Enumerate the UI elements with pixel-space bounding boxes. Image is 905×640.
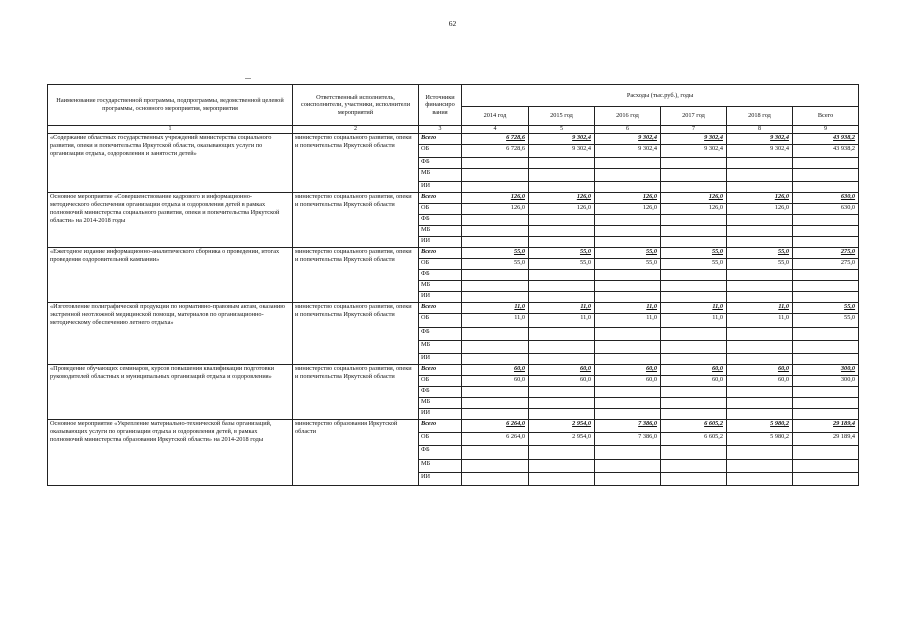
empty-value: [462, 341, 529, 354]
table-row: [48, 303, 859, 314]
column-number: 6: [595, 126, 661, 134]
funding-source: МБ: [419, 226, 462, 237]
empty-value: [727, 460, 793, 473]
table-row: [48, 134, 859, 145]
ob-value: 55,0: [462, 259, 529, 270]
empty-value: [529, 409, 595, 420]
empty-value: [793, 387, 859, 398]
ob-value: 9 302,4: [595, 145, 661, 158]
ob-value: 55,0: [727, 259, 793, 270]
empty-value: [793, 446, 859, 460]
empty-value: [595, 281, 661, 292]
total-value: 630,0: [793, 193, 859, 204]
funding-source: ОБ: [419, 259, 462, 270]
header-expenses: Расходы (тыс.руб.), годы: [462, 85, 859, 107]
empty-value: [595, 398, 661, 409]
total-value: 11,0: [595, 303, 661, 314]
total-value: 275,0: [793, 248, 859, 259]
empty-value: [462, 398, 529, 409]
empty-value: [529, 215, 595, 226]
column-number: 8: [727, 126, 793, 134]
empty-value: [462, 460, 529, 473]
funding-source: ФБ: [419, 215, 462, 226]
total-value: 60,0: [529, 365, 595, 376]
ob-value: 11,0: [727, 314, 793, 328]
total-value: 55,0: [727, 248, 793, 259]
empty-value: [462, 270, 529, 281]
empty-value: [529, 341, 595, 354]
total-value: 11,0: [661, 303, 727, 314]
ob-value: 126,0: [529, 204, 595, 215]
budget-table: [47, 84, 859, 486]
empty-value: [727, 270, 793, 281]
funding-source: ИИ: [419, 292, 462, 303]
total-value: 6 264,0: [462, 420, 529, 433]
empty-value: [529, 182, 595, 193]
page-number: 62: [448, 19, 457, 28]
empty-value: [661, 387, 727, 398]
ob-value: 275,0: [793, 259, 859, 270]
empty-value: [595, 460, 661, 473]
funding-source: МБ: [419, 460, 462, 473]
funding-source: ИИ: [419, 237, 462, 248]
empty-value: [595, 354, 661, 365]
empty-value: [661, 270, 727, 281]
table-row: [48, 365, 859, 376]
ob-value: 5 980,2: [727, 433, 793, 446]
column-number: 1: [48, 126, 293, 134]
empty-value: [595, 292, 661, 303]
empty-value: [793, 409, 859, 420]
empty-value: [661, 328, 727, 341]
ob-value: 9 302,4: [529, 145, 595, 158]
empty-value: [595, 270, 661, 281]
total-value: 126,0: [462, 193, 529, 204]
empty-value: [661, 473, 727, 486]
total-value: 9 302,4: [661, 134, 727, 145]
funding-source: ИИ: [419, 354, 462, 365]
total-value: 29 189,4: [793, 420, 859, 433]
empty-value: [661, 158, 727, 169]
empty-value: [462, 292, 529, 303]
empty-value: [661, 354, 727, 365]
empty-value: [793, 341, 859, 354]
empty-value: [727, 446, 793, 460]
total-value: 126,0: [727, 193, 793, 204]
empty-value: [529, 446, 595, 460]
empty-value: [661, 341, 727, 354]
ob-value: 60,0: [529, 376, 595, 387]
funding-source: ОБ: [419, 204, 462, 215]
empty-value: [462, 182, 529, 193]
funding-source: ФБ: [419, 387, 462, 398]
header-total: Всего: [793, 107, 859, 126]
ob-value: 55,0: [529, 259, 595, 270]
activity-name: «Изготовление полиграфической продукции по нормативно-правовым актам, оказанию экстренной неотложной медицинской помощи, материалов по организационно-методическому обеспечению летнего отдыха»: [48, 303, 293, 365]
header-executor: Ответственный исполнитель, соисполнители, участники, исполнители мероприятий: [293, 85, 419, 126]
empty-value: [727, 341, 793, 354]
total-value: 43 938,2: [793, 134, 859, 145]
table-row: [48, 193, 859, 204]
empty-value: [793, 226, 859, 237]
column-number: 5: [529, 126, 595, 134]
total-value: 60,0: [727, 365, 793, 376]
empty-value: [793, 270, 859, 281]
empty-value: [529, 281, 595, 292]
executor-name: министерство социального развития, опеки и попечительства Иркутской области: [293, 303, 419, 365]
empty-value: [595, 328, 661, 341]
empty-value: [727, 281, 793, 292]
total-value: 2 954,0: [529, 420, 595, 433]
ob-value: 6 728,6: [462, 145, 529, 158]
total-value: 6 728,6: [462, 134, 529, 145]
empty-value: [727, 398, 793, 409]
table-body: [48, 134, 859, 486]
ob-value: 11,0: [529, 314, 595, 328]
empty-value: [595, 387, 661, 398]
empty-value: [727, 409, 793, 420]
empty-value: [462, 446, 529, 460]
empty-value: [727, 354, 793, 365]
empty-value: [595, 237, 661, 248]
ob-value: 126,0: [727, 204, 793, 215]
ob-value: 11,0: [595, 314, 661, 328]
empty-value: [462, 328, 529, 341]
ob-value: 60,0: [595, 376, 661, 387]
total-value: 5 980,2: [727, 420, 793, 433]
column-number: 2: [293, 126, 419, 134]
table-row: [48, 248, 859, 259]
ob-value: 2 954,0: [529, 433, 595, 446]
empty-value: [595, 446, 661, 460]
header-program-name: Наименование государственной программы, подпрограммы, ведомственной целевой программы, основного мероприятия, мероприятия: [48, 85, 293, 126]
empty-value: [595, 158, 661, 169]
empty-value: [462, 473, 529, 486]
funding-source: ФБ: [419, 446, 462, 460]
total-value: 126,0: [661, 193, 727, 204]
empty-value: [793, 237, 859, 248]
funding-source: ФБ: [419, 328, 462, 341]
empty-value: [529, 354, 595, 365]
header-year: 2014 год: [462, 107, 529, 126]
funding-source: ОБ: [419, 433, 462, 446]
funding-source: Всего: [419, 193, 462, 204]
ob-value: 300,0: [793, 376, 859, 387]
ob-value: 6 605,2: [661, 433, 727, 446]
empty-value: [727, 182, 793, 193]
empty-value: [793, 158, 859, 169]
empty-value: [462, 387, 529, 398]
empty-value: [727, 387, 793, 398]
executor-name: министерство социального развития, опеки и попечительства Иркутской области: [293, 365, 419, 420]
header-year: 2018 год: [727, 107, 793, 126]
funding-source: ФБ: [419, 158, 462, 169]
empty-value: [462, 215, 529, 226]
empty-value: [793, 182, 859, 193]
header-year: 2016 год: [595, 107, 661, 126]
funding-source: ИИ: [419, 473, 462, 486]
funding-source: ОБ: [419, 376, 462, 387]
empty-value: [462, 354, 529, 365]
empty-value: [661, 292, 727, 303]
empty-value: [462, 158, 529, 169]
empty-value: [595, 341, 661, 354]
empty-value: [727, 215, 793, 226]
total-value: 126,0: [529, 193, 595, 204]
empty-value: [727, 237, 793, 248]
total-value: 55,0: [462, 248, 529, 259]
empty-value: [529, 158, 595, 169]
total-value: 55,0: [595, 248, 661, 259]
empty-value: [793, 215, 859, 226]
empty-value: [727, 292, 793, 303]
empty-value: [529, 270, 595, 281]
ob-value: 11,0: [661, 314, 727, 328]
funding-source: ОБ: [419, 314, 462, 328]
empty-value: [462, 281, 529, 292]
ob-value: 43 938,2: [793, 145, 859, 158]
table-row: [48, 420, 859, 433]
empty-value: [595, 226, 661, 237]
ob-value: 630,0: [793, 204, 859, 215]
column-number: 4: [462, 126, 529, 134]
ob-value: 11,0: [462, 314, 529, 328]
ob-value: 126,0: [462, 204, 529, 215]
column-number: 3: [419, 126, 462, 134]
funding-source: Всего: [419, 303, 462, 314]
empty-value: [529, 169, 595, 182]
funding-source: МБ: [419, 169, 462, 182]
total-value: 60,0: [462, 365, 529, 376]
empty-value: [595, 182, 661, 193]
funding-source: МБ: [419, 398, 462, 409]
empty-value: [529, 237, 595, 248]
empty-value: [661, 281, 727, 292]
empty-value: [793, 460, 859, 473]
empty-value: [462, 237, 529, 248]
executor-name: министерство социального развития, опеки и попечительства Иркутской области: [293, 248, 419, 303]
ob-value: 55,0: [595, 259, 661, 270]
empty-value: [529, 387, 595, 398]
activity-name: «Содержание областных государственных учреждений министерства социального развития, опеки и попечительства Иркутской области, оказывающих услуги по организации отдыха, оздоровления и занятости детей»: [48, 134, 293, 193]
ob-value: 9 302,4: [661, 145, 727, 158]
ob-value: 55,0: [793, 314, 859, 328]
ob-value: 126,0: [595, 204, 661, 215]
empty-value: [661, 237, 727, 248]
empty-value: [661, 182, 727, 193]
empty-value: [661, 460, 727, 473]
empty-value: [595, 169, 661, 182]
column-number: 9: [793, 126, 859, 134]
empty-value: [529, 328, 595, 341]
total-value: 9 302,4: [727, 134, 793, 145]
funding-source: МБ: [419, 281, 462, 292]
empty-value: [793, 328, 859, 341]
ob-value: 9 302,4: [727, 145, 793, 158]
activity-name: Основное мероприятие «Укрепление материально-технической базы организаций, оказывающих услуги по организации отдыха и оздоровления детей, в рамках полномочий министерства образования Иркутской области» на 2014-2018 годы: [48, 420, 293, 486]
stray-mark: [245, 78, 251, 79]
empty-value: [793, 354, 859, 365]
ob-value: 60,0: [727, 376, 793, 387]
funding-source: МБ: [419, 341, 462, 354]
activity-name: «Ежегодное издание информационно-аналитического сборника о проведении, итогах проведения оздоровительной кампании»: [48, 248, 293, 303]
empty-value: [661, 398, 727, 409]
total-value: 55,0: [661, 248, 727, 259]
empty-value: [462, 409, 529, 420]
empty-value: [727, 473, 793, 486]
executor-name: министерство социального развития, опеки и попечительства Иркутской области: [293, 134, 419, 193]
activity-name: Основное мероприятие «Совершенствование кадрового и информационно-методического обеспечения организации отдыха и оздоровления детей в рамках полномочий министерства социального развития, опеки и попечительства Иркутской области» на 2014-2018 годы: [48, 193, 293, 248]
total-value: 60,0: [661, 365, 727, 376]
empty-value: [793, 398, 859, 409]
funding-source: ОБ: [419, 145, 462, 158]
funding-source: Всего: [419, 420, 462, 433]
total-value: 6 605,2: [661, 420, 727, 433]
empty-value: [595, 473, 661, 486]
funding-source: Всего: [419, 134, 462, 145]
ob-value: 55,0: [661, 259, 727, 270]
empty-value: [793, 281, 859, 292]
funding-source: ИИ: [419, 409, 462, 420]
total-value: 11,0: [462, 303, 529, 314]
empty-value: [661, 226, 727, 237]
empty-value: [793, 292, 859, 303]
empty-value: [727, 226, 793, 237]
funding-source: ИИ: [419, 182, 462, 193]
empty-value: [727, 169, 793, 182]
empty-value: [529, 292, 595, 303]
empty-value: [727, 328, 793, 341]
total-value: 9 302,4: [595, 134, 661, 145]
ob-value: 126,0: [661, 204, 727, 215]
ob-value: 60,0: [661, 376, 727, 387]
executor-name: министерство социального развития, опеки и попечительства Иркутской области: [293, 193, 419, 248]
ob-value: 60,0: [462, 376, 529, 387]
total-value: 55,0: [793, 303, 859, 314]
total-value: 9 302,4: [529, 134, 595, 145]
empty-value: [529, 398, 595, 409]
empty-value: [529, 226, 595, 237]
ob-value: 6 264,0: [462, 433, 529, 446]
activity-name: «Проведение обучающих семинаров, курсов повышения квалификации подготовки руководителей областных и муниципальных организаций отдыха и оздоровления»: [48, 365, 293, 420]
ob-value: 7 386,0: [595, 433, 661, 446]
header-source: Источники финансиро вания: [419, 85, 462, 126]
header-year: 2015 год: [529, 107, 595, 126]
empty-value: [529, 460, 595, 473]
total-value: 300,0: [793, 365, 859, 376]
total-value: 7 386,0: [595, 420, 661, 433]
empty-value: [661, 409, 727, 420]
empty-value: [462, 226, 529, 237]
ob-value: 29 189,4: [793, 433, 859, 446]
empty-value: [727, 158, 793, 169]
total-value: 126,0: [595, 193, 661, 204]
empty-value: [529, 473, 595, 486]
empty-value: [793, 473, 859, 486]
total-value: 11,0: [529, 303, 595, 314]
funding-source: Всего: [419, 365, 462, 376]
empty-value: [661, 215, 727, 226]
empty-value: [462, 169, 529, 182]
funding-source: Всего: [419, 248, 462, 259]
executor-name: министерство образования Иркутской области: [293, 420, 419, 486]
column-number: 7: [661, 126, 727, 134]
empty-value: [661, 169, 727, 182]
funding-source: ФБ: [419, 270, 462, 281]
header-year: 2017 год: [661, 107, 727, 126]
empty-value: [595, 215, 661, 226]
empty-value: [595, 409, 661, 420]
empty-value: [661, 446, 727, 460]
total-value: 60,0: [595, 365, 661, 376]
total-value: 55,0: [529, 248, 595, 259]
empty-value: [793, 169, 859, 182]
total-value: 11,0: [727, 303, 793, 314]
